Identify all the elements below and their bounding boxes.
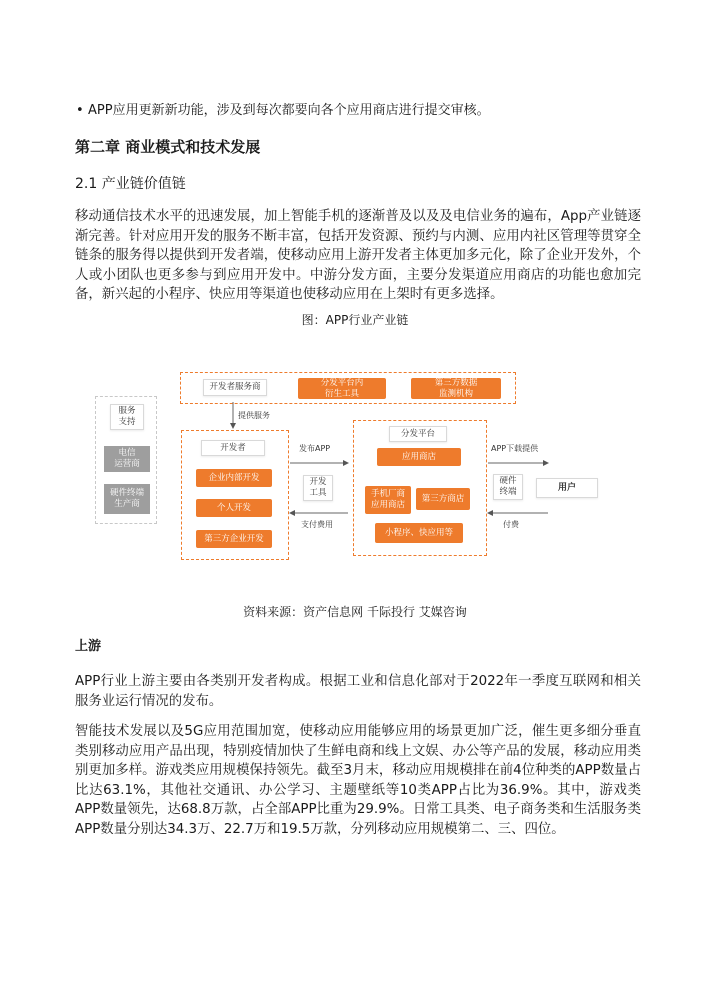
bullet-symbol: •: [76, 103, 84, 118]
figure-caption: 图：APP行业产业链: [301, 313, 409, 327]
hardware-terminal-box: 硬件 终端: [493, 474, 523, 500]
mini-program-box: 小程序、快应用等: [375, 523, 463, 543]
developer-service-provider-box: 开发者服务商: [203, 379, 267, 396]
personal-dev-box: 个人开发: [196, 499, 272, 517]
section-title: 2.1 产业链价值链: [75, 176, 186, 192]
pay-fee-label: 支付费用: [301, 520, 333, 529]
provide-service-label: 提供服务: [238, 411, 270, 420]
platform-tools-box: 分发平台内 衍生工具: [298, 378, 386, 399]
dev-tools-box: 开发 工具: [303, 475, 333, 501]
paragraph-industry-chain: 移动通信技术水平的迅速发展，加上智能手机的逐渐普及以及及电信业务的遍布，App产业链逐渐完善。针对应用开发的服务不断丰富，包括开发资源、预约与内测、应用内社区管理等贯穿全链条的服务得以提供到开发者端，使移动应用上游开发者主体更加多元化，除了企业开发外，个人或小团队也更多参与到应用开发中。中游分发方面，主要分发渠道应用商店的功能也愈加完备，新兴起的小程序、快应用等渠道也使移动应用在上架时有更多选择。: [75, 209, 641, 303]
maker-app-store-box: 手机厂商 应用商店: [365, 486, 411, 514]
chapter-title: 第二章 商业模式和技术发展: [75, 138, 261, 156]
telecom-box: 电信 运营商: [104, 446, 150, 472]
bullet-item: APP应用更新新功能，涉及到每次都要向各个应用商店进行提交审核。: [88, 103, 490, 118]
hardware-maker-box: 硬件终端 生产商: [104, 484, 150, 514]
upstream-heading: 上游: [75, 639, 102, 654]
industry-chain-diagram: [93, 368, 621, 563]
source-caption: 资料来源：资产信息网 千际投行 艾媒咨询: [243, 605, 467, 619]
third-party-store-box: 第三方商店: [416, 488, 470, 510]
app-download-label: APP下载提供: [491, 444, 539, 453]
data-monitor-box: 第三方数据 监测机构: [411, 378, 501, 399]
paragraph-app-scale: 智能技术发展以及5G应用范围加宽，使移动应用能够应用的场景更加广泛，催生更多细分垂直类别移动应用产品出现，特别疫情加快了生鲜电商和线上文娱、办公等产品的发展，移动应用类别更加多样。游戏类应用规模保持领先。截至3月末，移动应用规模排在前4位种类的APP数量占比达63.1%，其他社交通讯、办公学习、主题壁纸等10类APP占比为36.9%。其中，游戏类APP数量领先，达68.8万款，占全部APP比重为29.9%。日常工具类、电子商务类和生活服务类APP数量分别达34.3万、22.7万和19.5万款，分列移动应用规模第二、三、四位。: [75, 724, 641, 837]
service-support-box: 服务 支持: [110, 404, 144, 430]
paragraph-upstream: APP行业上游主要由各类别开发者构成。根据工业和信息化部对于2022年一季度互联网和相关服务业运行情况的发布。: [75, 674, 641, 709]
third-party-dev-box: 第三方企业开发: [196, 530, 272, 548]
enterprise-dev-box: 企业内部开发: [196, 469, 272, 487]
payment-label: 付费: [503, 520, 519, 529]
user-box: 用户: [536, 478, 598, 498]
publish-app-label: 发布APP: [299, 444, 331, 453]
distribution-platform-box: 分发平台: [389, 426, 447, 442]
developer-box: 开发者: [201, 440, 265, 456]
app-store-box: 应用商店: [377, 448, 461, 466]
